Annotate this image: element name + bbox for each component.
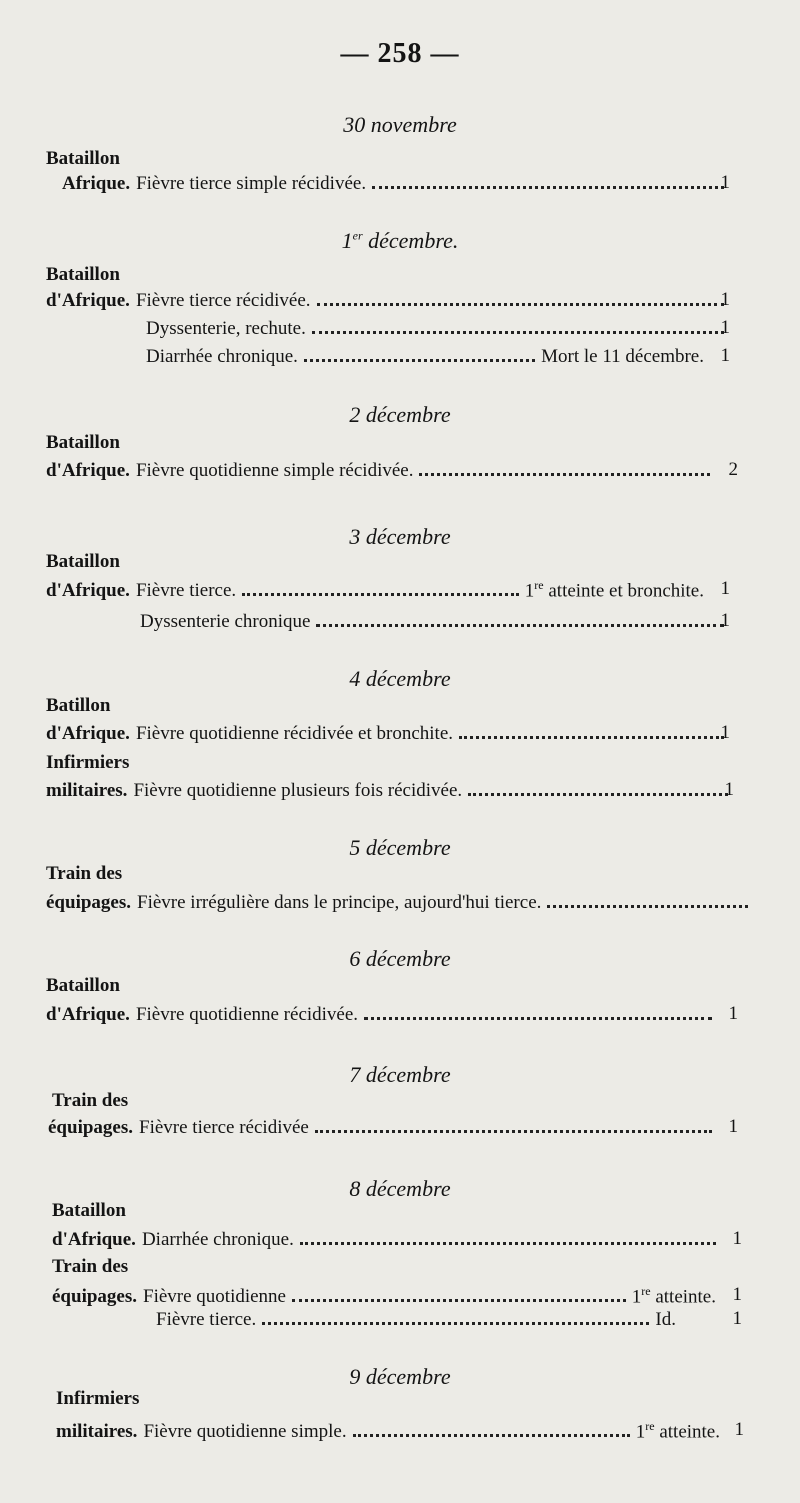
dot-leader — [419, 459, 710, 476]
entry-description: Fièvre irrégulière dans le principe, aujourd'hui tierce. — [137, 892, 542, 913]
entry-count: 2 — [728, 459, 738, 480]
dot-leader — [459, 722, 724, 739]
entry-count: 1 — [728, 1116, 738, 1137]
dot-leader — [304, 345, 535, 362]
unit-label: Bataillon — [46, 432, 120, 453]
entry-description: Fièvre quotidienne simple récidivée. — [135, 460, 414, 481]
unit-name: équipages. — [46, 892, 131, 913]
entry-row — [48, 1116, 738, 1140]
unit-name: militaires. — [56, 1421, 138, 1443]
unit-label: Bataillon — [46, 551, 120, 572]
dot-leader — [316, 610, 724, 627]
unit-label: Infirmiers — [46, 752, 130, 773]
entry-count: 1 — [732, 1228, 742, 1249]
entry-row — [46, 722, 730, 746]
date-heading: 7 décembre — [349, 1062, 451, 1087]
entry-description: Fièvre quotidienne plusieurs fois récidivée. — [133, 780, 463, 801]
date-heading: 6 décembre — [349, 946, 451, 971]
unit-name: d'Afrique. — [46, 723, 130, 744]
date-heading: 4 décembre — [349, 666, 451, 691]
entry-count: 1 — [720, 317, 730, 338]
unit-name: militaires. — [46, 780, 128, 801]
entry-count: 1 — [720, 722, 730, 743]
unit-name: d'Afrique. — [52, 1229, 136, 1250]
entry-row — [140, 610, 730, 634]
unit-label: Bataillon — [46, 975, 120, 996]
unit-label: Bataillon — [46, 264, 120, 285]
entry-description: Diarrhée chronique. — [141, 1229, 294, 1250]
date-heading: 2 décembre — [349, 402, 451, 427]
entry-count: 1 — [724, 779, 734, 800]
entry-count: 1 — [720, 172, 730, 193]
unit-name: d'Afrique. — [46, 1004, 130, 1025]
entry-count: 1 — [728, 1003, 738, 1024]
entry-row — [52, 1284, 742, 1308]
date-heading: 9 décembre — [349, 1364, 451, 1389]
dot-leader — [312, 317, 724, 334]
entry-row — [156, 1308, 742, 1332]
entry-note: Id. — [655, 1309, 676, 1330]
entry-count: 1 — [732, 1284, 742, 1305]
dot-leader — [364, 1003, 712, 1020]
dot-leader — [292, 1285, 626, 1302]
entry-note: 1re atteinte. — [631, 1284, 716, 1308]
date-heading: 5 décembre — [349, 835, 451, 860]
dot-leader — [242, 579, 519, 596]
unit-label: Train des — [46, 863, 123, 884]
entry-description: Fièvre quotidienne — [143, 1286, 286, 1308]
entry-row — [56, 1419, 744, 1443]
dot-leader — [300, 1228, 716, 1245]
entry-row — [146, 317, 730, 341]
entry-description: Fièvre quotidienne simple. — [143, 1421, 347, 1443]
entry-row — [62, 172, 730, 196]
unit-label: Batillon — [46, 695, 111, 716]
unit-label: Infirmiers — [56, 1388, 140, 1409]
dot-leader — [372, 172, 724, 189]
unit-name: d'Afrique. — [46, 580, 130, 602]
entry-note: Mort le 11 décembre. — [541, 346, 704, 367]
entry-count: 1 — [720, 578, 730, 599]
entry-count: 1 — [720, 289, 730, 310]
entry-description: Fièvre quotidienne récidivée. — [135, 1004, 359, 1025]
entry-row — [52, 1228, 742, 1252]
entry-description: Fièvre tierce récidivée — [139, 1117, 309, 1138]
entry-description: Fièvre tierce récidivée. — [135, 290, 311, 311]
page-number: — 258 — — [340, 38, 460, 69]
entry-description: Fièvre tierce. — [135, 580, 237, 602]
entry-count: 1 — [720, 345, 730, 366]
entry-count: 1 — [734, 1419, 744, 1440]
dot-leader — [317, 289, 724, 306]
entry-description: Fièvre tierce. — [156, 1309, 257, 1330]
date-heading: 3 décembre — [349, 524, 451, 549]
unit-label: Bataillon — [52, 1200, 126, 1221]
dot-leader — [547, 891, 748, 908]
entry-row — [46, 289, 730, 313]
entry-row — [46, 891, 754, 915]
entry-description: Fièvre tierce simple récidivée. — [136, 173, 367, 194]
entry-note: 1re atteinte. — [635, 1419, 720, 1443]
dot-leader — [468, 779, 728, 796]
unit-label: Train des — [52, 1090, 129, 1111]
entry-row — [46, 578, 730, 602]
entry-description: Fièvre quotidienne récidivée et bronchite. — [135, 723, 454, 744]
dot-leader — [315, 1116, 712, 1133]
entry-description: Diarrhée chronique. — [146, 346, 298, 367]
date-heading: 8 décembre — [349, 1176, 451, 1201]
unit-name: Afrique. — [62, 173, 131, 194]
entry-count: 1 — [732, 1308, 742, 1329]
entry-description: Dyssenterie chronique — [140, 611, 311, 632]
unit-name: d'Afrique. — [46, 290, 130, 311]
entry-row — [46, 779, 734, 803]
unit-label: Bataillon — [46, 148, 120, 169]
date-heading: 1er décembre. — [341, 228, 459, 253]
entry-row — [146, 345, 730, 369]
date-heading: 30 novembre — [343, 112, 457, 137]
entry-note: 1re atteinte et bronchite. — [524, 578, 704, 602]
dot-leader — [262, 1308, 649, 1325]
unit-name: équipages. — [48, 1117, 133, 1138]
unit-name: d'Afrique. — [46, 460, 130, 481]
unit-label: Train des — [52, 1256, 129, 1277]
entry-row — [46, 1003, 738, 1027]
dot-leader — [353, 1420, 630, 1437]
entry-row — [46, 459, 738, 483]
entry-count: 1 — [720, 610, 730, 631]
entry-description: Dyssenterie, rechute. — [146, 318, 306, 339]
unit-name: équipages. — [52, 1286, 137, 1308]
